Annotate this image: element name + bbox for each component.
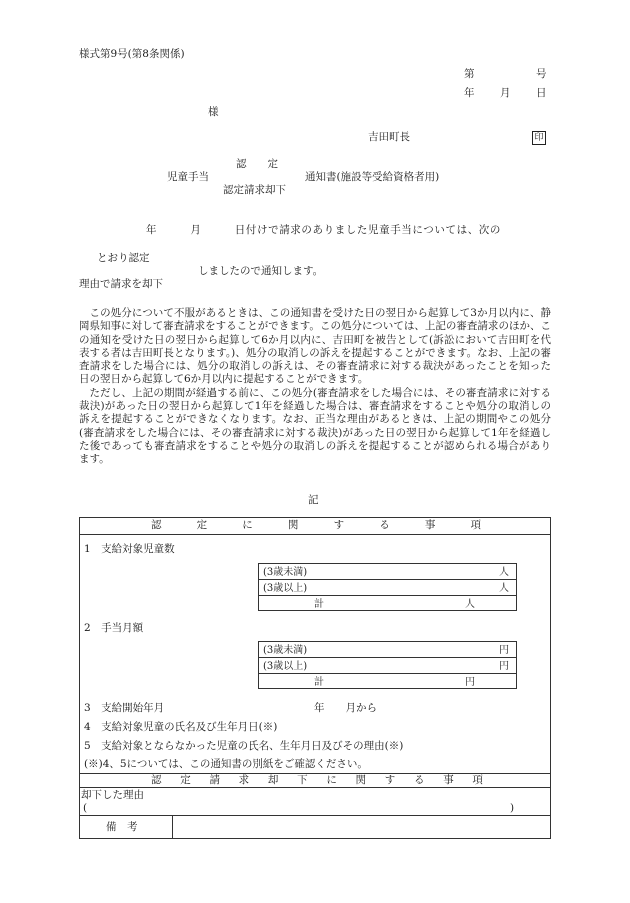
number-suffix: 号 [536, 68, 547, 80]
section2-header-char: 定 [180, 774, 191, 786]
intro-date-line: 年 月 日付けで請求のありました児童手当については、次の [146, 224, 501, 236]
section1-header-char: 定 [196, 519, 208, 531]
child-count-total-label: 計 [314, 599, 324, 610]
section2-header-char: 項 [472, 774, 483, 786]
amount-over3-unit: 円 [499, 661, 509, 672]
item1-label: 1 支給対象児童数 [84, 543, 175, 555]
child-count-over3-unit: 人 [499, 583, 509, 594]
section1-header-char: 認 [151, 519, 162, 531]
section2-header [79, 774, 551, 788]
section1-header [79, 519, 551, 533]
amount-over3-label: (3歳以上) [263, 661, 308, 672]
appeal-paragraph-2: ただし、上記の期間が経過する前に、この処分(審査請求をした場合には、その審査請求に対する裁決)があった日の翌日から起算して1年を経過した場合は、審査請求をすることや処分の取消しの訴えを提起することができなくなります。なお、正当な理由があるときは、上記の期間やこの処分(審査請求をした場合には、その審査請求に対する裁決)があった日の翌日から起算して1年を経過した後であっても審査請求をすることや処分の取消しの訴えを提起することが認められる場合があります。 [79, 386, 551, 466]
divider [79, 534, 551, 535]
section1-header-char: 事 [424, 519, 436, 531]
date-month: 月 [500, 87, 511, 99]
section2-header-char: る [413, 774, 425, 786]
title-kyakka: 認定請求却下 [223, 184, 286, 196]
divider [79, 787, 551, 788]
seal-mark: 印 [532, 131, 546, 145]
section2-header-char: 求 [238, 774, 250, 786]
rejection-reason-label: 却下した理由 [81, 789, 144, 801]
section2-header-char: 関 [355, 774, 367, 786]
child-count-under3-label: (3歳未満) [263, 567, 308, 578]
date-day: 日 [536, 87, 547, 99]
issuer-name: 吉田町長 [368, 131, 410, 143]
amount-total-label: 計 [314, 677, 324, 688]
ki-heading: 記 [308, 494, 319, 506]
reason-paren-open: ( [83, 802, 88, 814]
section1-header-char: に [242, 519, 253, 531]
section2-header-char: す [384, 774, 396, 786]
section2-header-char: 認 [151, 774, 162, 786]
section1-header-char: る [379, 519, 390, 531]
section1-header-char: す [333, 519, 345, 531]
intro-option-kyakka: 理由で請求を却下 [79, 278, 163, 290]
item5-label: 5 支給対象とならなかった児童の氏名、生年月日及びその理由(※) [84, 740, 404, 752]
divider [258, 657, 517, 658]
intro-option-nintei: とおり認定 [97, 252, 150, 264]
number-prefix: 第 [464, 68, 475, 80]
amount-under3-unit: 円 [499, 645, 509, 656]
annex-note: (※)4、5については、この通知書の別紙をご確認ください。 [84, 758, 368, 770]
addressee-honorific: 様 [208, 106, 219, 118]
amount-total-unit: 円 [465, 677, 475, 688]
section2-header-char: に [326, 774, 337, 786]
appeal-notice [79, 307, 551, 467]
reason-paren-close: ) [510, 802, 515, 814]
item3-value: 年 月から [314, 702, 377, 714]
remarks-label: 備 考 [106, 821, 138, 833]
section1-header-char: 項 [470, 519, 481, 531]
section2-header-char: 事 [443, 774, 454, 786]
divider [172, 815, 173, 839]
date-year: 年 [464, 87, 475, 99]
title-prefix: 児童手当 [167, 171, 209, 183]
divider [79, 815, 551, 816]
item4-label: 4 支給対象児童の氏名及び生年月日(※) [84, 721, 278, 733]
item2-label: 2 手当月額 [84, 622, 144, 634]
divider [258, 595, 517, 596]
divider [258, 673, 517, 674]
title-suffix: 通知書(施設等受給資格者用) [305, 171, 440, 183]
child-count-total-unit: 人 [465, 599, 475, 610]
section2-header-char: 下 [297, 774, 308, 786]
appeal-paragraph-1: この処分について不服があるときは、この通知書を受けた日の翌日から起算して3か月以内に、静岡県知事に対して審査請求をすることができます。この処分については、上記の審査請求のほか、この通知を受けた日の翌日から起算して6か月以内に、吉田町を被告として(訴訟において吉田町を代表する者は吉田町長となります。)、処分の取消しの訴えを提起することができます。なお、上記の審査請求をした場合には、処分の取消しの訴えは、その審査請求に対する裁決があったことを知った日の翌日から起算して6か月以内に提起することができます。 [79, 307, 551, 386]
child-count-under3-unit: 人 [499, 567, 509, 578]
section1-header-char: 関 [287, 519, 299, 531]
intro-continuation: しましたので通知します。 [198, 265, 324, 277]
title-nintei: 認 定 [236, 158, 278, 170]
item3-label: 3 支給開始年月 [84, 702, 165, 714]
section2-header-char: 却 [267, 774, 279, 786]
form-number: 様式第9号(第8条関係) [79, 48, 185, 60]
amount-under3-label: (3歳未満) [263, 645, 308, 656]
divider [258, 579, 517, 580]
section2-header-char: 請 [209, 774, 220, 786]
child-count-over3-label: (3歳以上) [263, 583, 308, 594]
